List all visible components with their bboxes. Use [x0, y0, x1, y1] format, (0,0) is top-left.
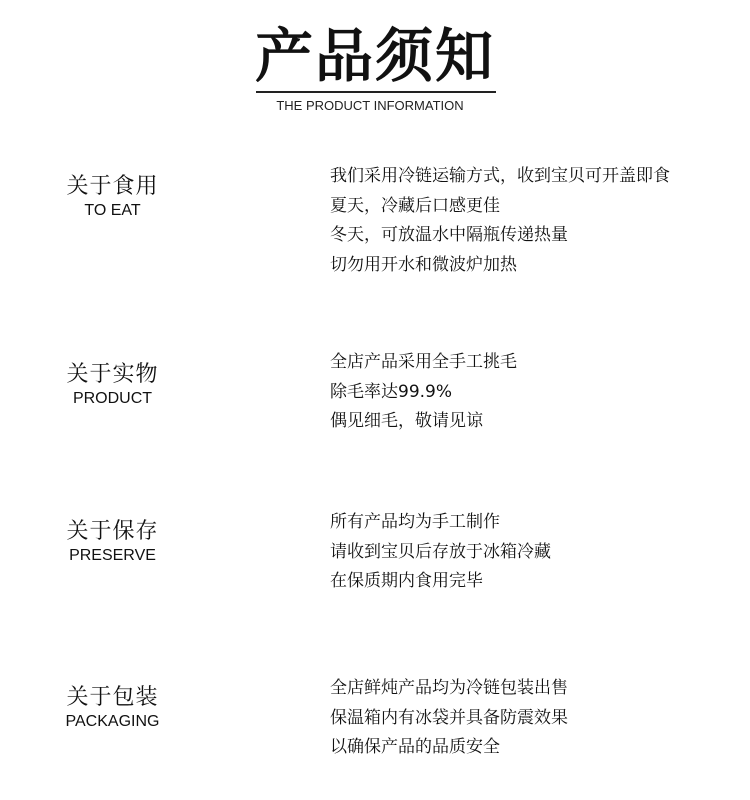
- section-info-list: [330, 508, 740, 597]
- section-label: [30, 361, 195, 409]
- info-line: 全店鲜炖产品均为冷链包装出售: [330, 678, 568, 698]
- section-label-en: PRODUCT: [72, 390, 153, 407]
- section-product: [0, 346, 750, 446]
- info-line: 在保质期内食用完毕: [330, 571, 483, 591]
- title-underline: [256, 91, 496, 93]
- info-line: 全店产品采用全手工挑毛: [330, 352, 517, 372]
- info-line: 冬天，可放温水中隔瓶传递热量: [330, 225, 568, 245]
- info-line: 保温箱内有冰袋并具备防震效果: [330, 707, 568, 728]
- section-label-cn: 关于保存: [66, 519, 159, 544]
- section-info-list: [330, 162, 740, 280]
- section-preserve: [0, 506, 750, 606]
- section-label: [30, 684, 195, 732]
- section-label-en: PACKAGING: [65, 713, 160, 730]
- page-header: [0, 0, 750, 130]
- info-line: 切勿用开水和微波炉加热: [330, 254, 517, 275]
- page-subtitle: THE PRODUCT INFORMATION: [276, 98, 464, 113]
- section-label-en: TO EAT: [84, 202, 141, 219]
- page-title: 产品须知: [254, 22, 495, 90]
- info-line: 偶见细毛，敬请见谅: [330, 411, 483, 431]
- info-line: 请收到宝贝后存放于冰箱冷藏: [330, 541, 551, 562]
- section-label-cn: 关于包装: [66, 685, 159, 710]
- info-line: 所有产品均为手工制作: [330, 512, 500, 532]
- section-packaging: [0, 672, 750, 772]
- section-to-eat: [0, 160, 750, 290]
- info-line: 除毛率达99.9%: [330, 381, 453, 402]
- section-info-list: [330, 674, 740, 763]
- info-line: 以确保产品的品质安全: [330, 737, 500, 757]
- section-label-cn: 关于食用: [66, 174, 159, 199]
- section-label-cn: 关于实物: [66, 362, 159, 387]
- info-line: 夏天，冷藏后口感更佳: [330, 195, 500, 216]
- section-label: [30, 173, 195, 221]
- section-info-list: [330, 348, 740, 437]
- section-label: [30, 518, 195, 566]
- section-label-en: PRESERVE: [69, 547, 156, 564]
- info-line: 我们采用冷链运输方式，收到宝贝可开盖即食: [330, 166, 670, 186]
